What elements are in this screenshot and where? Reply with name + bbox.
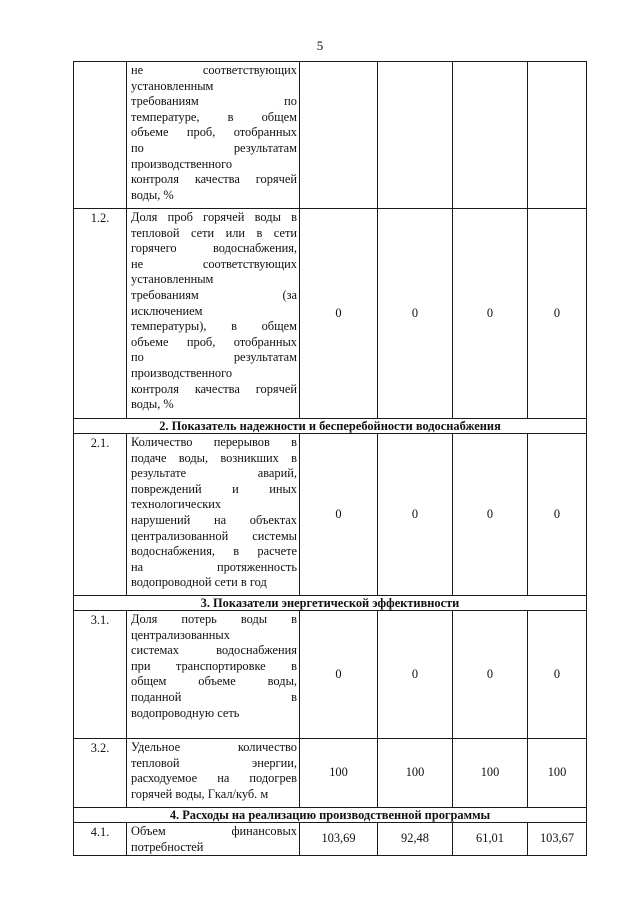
- value-cell: 0: [378, 434, 453, 596]
- desc-line: производственного: [131, 156, 233, 171]
- desc-line: водопроводной сети в год: [131, 575, 267, 590]
- desc-line: системах водоснабжения: [131, 643, 297, 658]
- row-number: 1.2.: [74, 209, 127, 419]
- value-cell: 0: [453, 434, 528, 596]
- section-header-row: [74, 419, 587, 434]
- desc-line: Объем финансовых: [131, 824, 297, 838]
- row-description: [127, 209, 300, 419]
- section-header-row: [74, 808, 587, 823]
- row-number: 3.1.: [74, 611, 127, 739]
- row-number: 2.1.: [74, 434, 127, 596]
- desc-line: нарушений на объектах: [131, 512, 297, 527]
- desc-line: по результатам: [131, 350, 297, 365]
- desc-line: установленным: [131, 78, 214, 93]
- value-cell: 0: [453, 209, 528, 419]
- desc-line: Доля потерь воды в: [131, 612, 297, 626]
- table-row: [74, 434, 587, 596]
- desc-line: подаче воды, возникших в: [131, 450, 297, 465]
- section-title: 2. Показатель надежности и бесперебойности водоснабжения: [74, 419, 587, 434]
- value-cell: 0: [300, 209, 378, 419]
- desc-line: требованиям по: [131, 94, 297, 109]
- desc-line: температуре, в общем: [131, 109, 297, 124]
- desc-line: производственного: [131, 365, 233, 380]
- section-title: 3. Показатели энергетической эффективности: [74, 596, 587, 611]
- value-cell: 100: [378, 739, 453, 808]
- value-cell: 100: [528, 739, 587, 808]
- desc-line: не соответствующих: [131, 256, 297, 271]
- row-description: [127, 434, 300, 596]
- value-cell: 0: [528, 209, 587, 419]
- desc-line: по результатам: [131, 140, 297, 155]
- desc-line: установленным: [131, 272, 214, 287]
- desc-line: воды, %: [131, 187, 174, 202]
- desc-line: на протяженность: [131, 559, 297, 574]
- desc-line: горячей воды, Гкал/куб. м: [131, 786, 269, 801]
- row-description: [127, 823, 300, 856]
- value-cell: 103,69: [300, 823, 378, 856]
- value-cell: 103,67: [528, 823, 587, 856]
- desc-line: централизованных: [131, 627, 230, 642]
- value-cell: 100: [300, 739, 378, 808]
- desc-line: результате аварий,: [131, 466, 297, 481]
- table-row: [74, 611, 587, 739]
- desc-line: тепловой энергии,: [131, 755, 297, 770]
- desc-line: температуры), в общем: [131, 319, 297, 334]
- page-number: 5: [316, 38, 324, 53]
- value-cell: [300, 62, 378, 209]
- row-number: 4.1.: [74, 823, 127, 856]
- desc-line: водоснабжения, в расчете: [131, 544, 297, 559]
- value-cell: 0: [453, 611, 528, 739]
- desc-line: воды, %: [131, 397, 174, 412]
- value-cell: 0: [378, 611, 453, 739]
- section-title: 4. Расходы на реализацию производственной программы: [74, 808, 587, 823]
- desc-line: потребностей: [131, 839, 204, 854]
- table-row: [74, 62, 587, 209]
- section-header-row: [74, 596, 587, 611]
- desc-line: тепловой сети или в сети: [131, 225, 297, 240]
- desc-line: централизованной системы: [131, 528, 297, 543]
- value-cell: 0: [378, 209, 453, 419]
- value-cell: 0: [528, 611, 587, 739]
- value-cell: 100: [453, 739, 528, 808]
- desc-line: горячего водоснабжения,: [131, 241, 297, 256]
- value-cell: 0: [300, 434, 378, 596]
- row-number: [74, 62, 127, 209]
- desc-line: объеме проб, отобранных: [131, 125, 297, 140]
- desc-line: технологических: [131, 497, 222, 512]
- desc-line: повреждений и иных: [131, 481, 297, 496]
- desc-line: требованиям (за: [131, 287, 297, 302]
- desc-line: при транспортировке в: [131, 658, 297, 673]
- value-cell: [528, 62, 587, 209]
- desc-line: поданной в: [131, 689, 297, 704]
- desc-line: Доля проб горячей воды в: [131, 210, 297, 224]
- row-description: [127, 611, 300, 739]
- desc-line: исключением: [131, 303, 203, 318]
- value-cell: 0: [528, 434, 587, 596]
- value-cell: 0: [300, 611, 378, 739]
- value-cell: 61,01: [453, 823, 528, 856]
- row-description: [127, 62, 300, 209]
- value-cell: [378, 62, 453, 209]
- value-cell: 92,48: [378, 823, 453, 856]
- desc-line: расходуемое на подогрев: [131, 771, 297, 786]
- row-description: [127, 739, 300, 808]
- table-row: [74, 739, 587, 808]
- desc-line: водопроводную сеть: [131, 705, 240, 720]
- desc-line: контроля качества горячей: [131, 381, 297, 396]
- indicators-table: [73, 61, 587, 856]
- desc-line: Количество перерывов в: [131, 435, 297, 449]
- desc-line: объеме проб, отобранных: [131, 334, 297, 349]
- value-cell: [453, 62, 528, 209]
- desc-line: контроля качества горячей: [131, 172, 297, 187]
- row-number: 3.2.: [74, 739, 127, 808]
- desc-line: не соответствующих: [131, 63, 297, 77]
- table-row: [74, 209, 587, 419]
- table-row: [74, 823, 587, 856]
- desc-line: общем объеме воды,: [131, 674, 297, 689]
- desc-line: Удельное количество: [131, 740, 297, 754]
